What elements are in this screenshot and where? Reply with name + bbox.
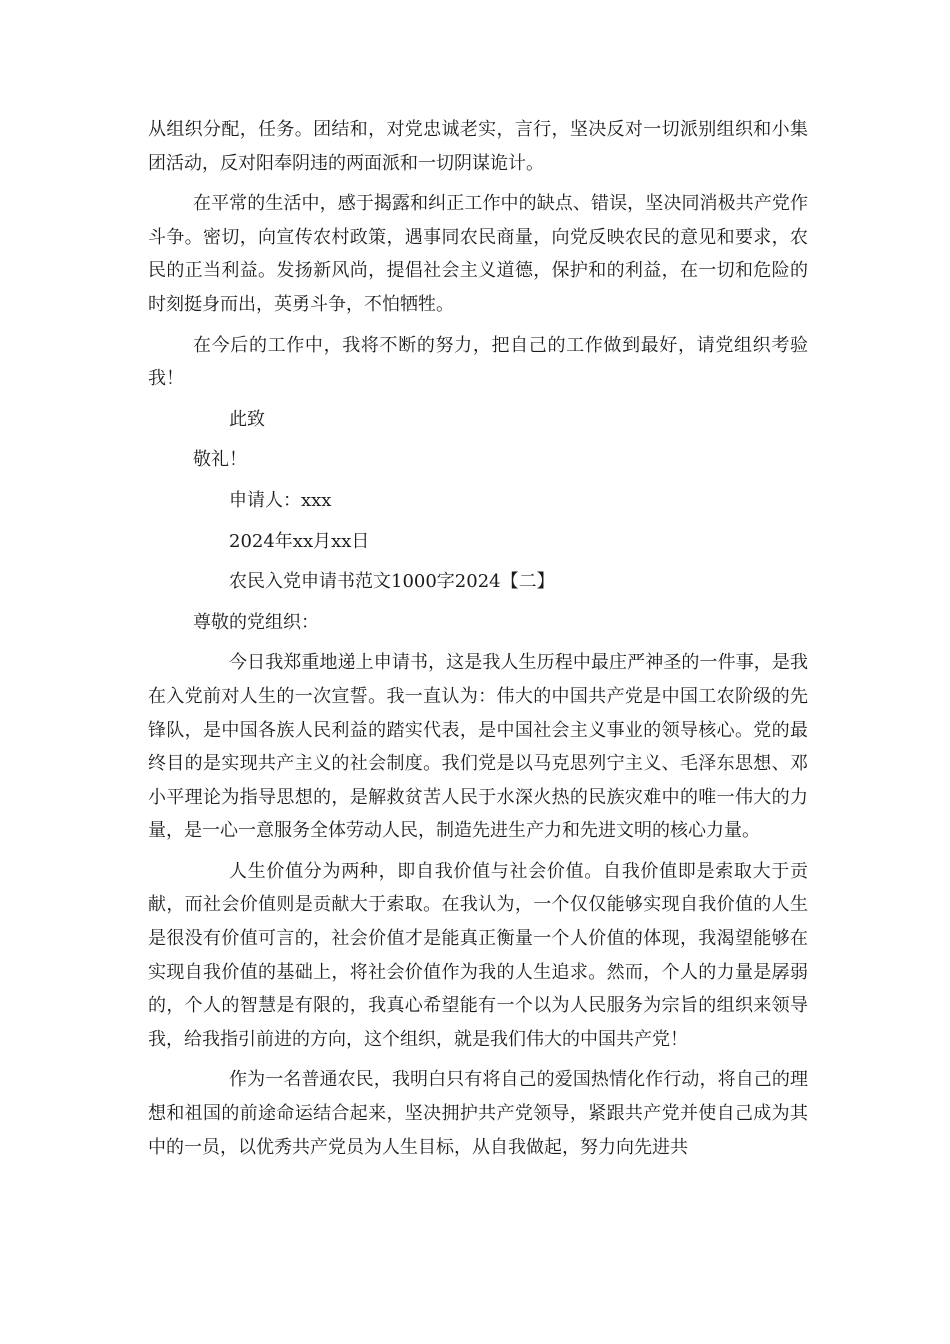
paragraph-future-work: 在今后的工作中，我将不断的努力，把自己的工作做到最好，请党组织考验我！ [148, 334, 808, 390]
application-date: 2024年xx月xx日 [229, 530, 370, 552]
paragraph-life-value: 人生价值分为两种，即自我价值与社会价值。自我价值即是索取大于贡献，而社会价值则是贡献大于索取。在我认为，一个仅仅能够实现自我价值的人生是很没有价值可言的，社会价值才是能真正衡量一个人价值的体现，我渴望能够在实现自我价值的基础上，将社会价值作为我的人生追求。然而，个人的力量是孱弱的，个人的智慧是有限的，我真心希望能有一个以为人民服务为宗旨的组织来领导我，给我指引前进的方向，这个组织，就是我们伟大的中国共产党！ [148, 860, 808, 1050]
salutation: 尊敬的党组织： [193, 611, 319, 633]
paragraph-continuation: 从组织分配，任务。团结和，对党忠诚老实，言行，坚决反对一切派别组织和小集团活动，反对阳奉阴违的两面派和一切阴谋诡计。 [148, 119, 808, 174]
closing-cizhi: 此致 [229, 408, 265, 430]
paragraph-daily-life: 在平常的生活中，感于揭露和纠正工作中的缺点、错误，坚决同消极共产党作斗争。密切，向宣传农村政策，遇事同农民商量，向党反映农民的意见和要求，农民的正当利益。发扬新风尚，提倡社会主义道德，保护和的利益，在一切和危险的时刻挺身而出，英勇斗争，不怕牺牲。 [148, 193, 808, 315]
applicant-signature: 申请人：xxx [229, 489, 332, 511]
paragraph-declaration: 今日我郑重地递上申请书，这是我人生历程中最庄严神圣的一件事，是我在入党前对人生的一次宣誓。我一直认为：伟大的中国共产党是中国工农阶级的先锋队，是中国各族人民利益的踏实代表，是中国社会主义事业的领导核心。党的最终目的是实现共产主义的社会制度。我们党是以马克思列宁主义、毛泽东思想、邓小平理论为指导思想的，是解救贫苦人民于水深火热的民族灾难中的唯一伟大的力量，是一心一意服务全体劳动人民，制造先进生产力和先进文明的核心力量。 [148, 652, 808, 842]
closing-jingli: 敬礼！ [193, 449, 247, 471]
section-title: 农民入党申请书范文1000字2024【二】 [229, 571, 555, 593]
paragraph-farmer-commitment: 作为一名普通农民，我明白只有将自己的爱国热情化作行动，将自己的理想和祖国的前途命运结合起来，坚决拥护共产党领导，紧跟共产党并使自己成为其中的一员，以优秀共产党员为人生目标，从自我做起，努力向先进共 [148, 1069, 808, 1158]
document-body [148, 113, 808, 1171]
